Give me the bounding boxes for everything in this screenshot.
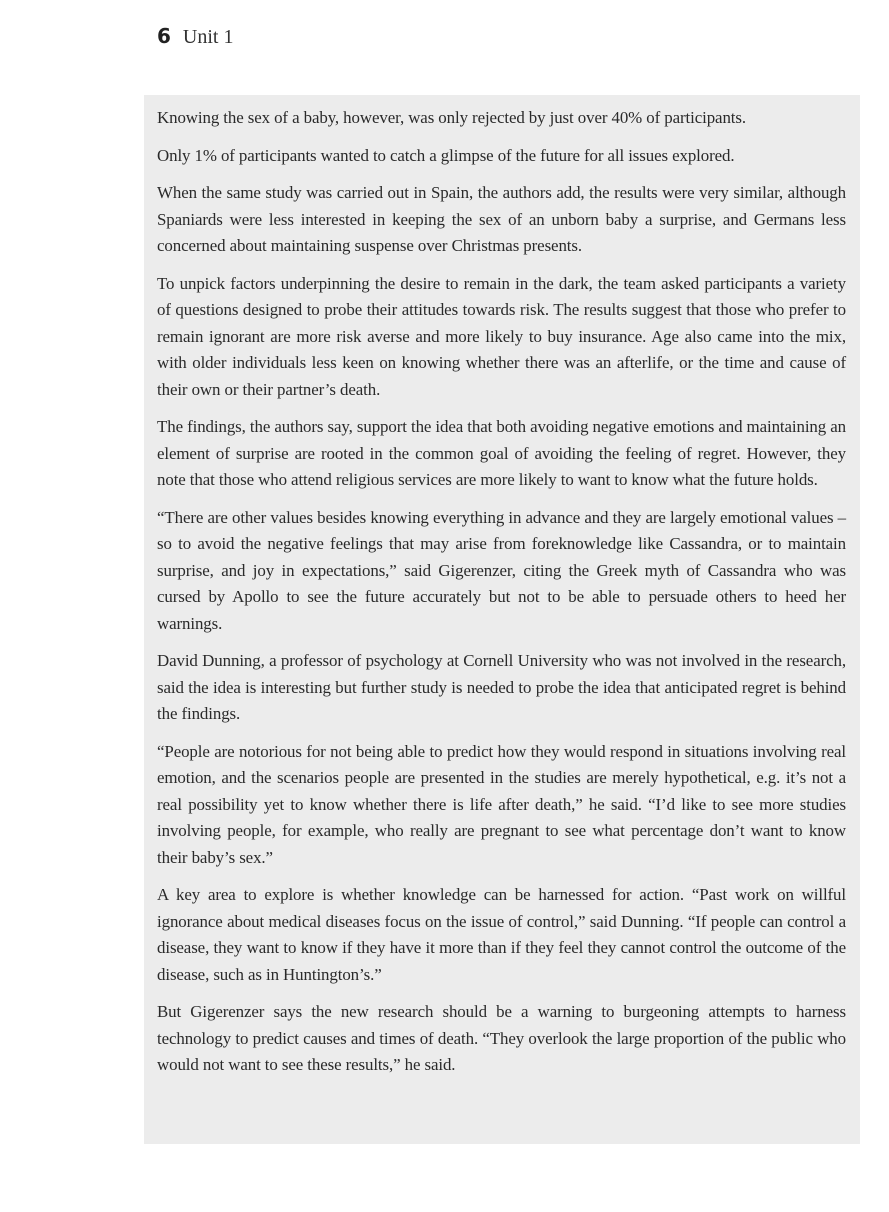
page-header xyxy=(157,24,233,49)
paragraph: When the same study was carried out in Spain, the authors add, the results were very similar, although Spaniards were less interested in keeping the sex of an unborn baby a surprise, and Germans less concerned about maintaining suspense over Christmas presents. xyxy=(157,183,846,255)
paragraph: But Gigerenzer says the new research should be a warning to burgeoning attempts to harness technology to predict causes and times of death. “They overlook the large proportion of the public who would not want to see these results,” he said. xyxy=(157,1002,846,1074)
paragraph: The findings, the authors say, support the idea that both avoiding negative emotions and maintaining an element of surprise are rooted in the common goal of avoiding the feeling of regret. However, they note that those who attend religious services are more likely to want to know what the future holds. xyxy=(157,417,846,489)
paragraph: Knowing the sex of a baby, however, was only rejected by just over 40% of participants. xyxy=(157,108,746,127)
page-number: 6 xyxy=(157,24,171,48)
unit-label: Unit 1 xyxy=(182,26,234,48)
paragraph: To unpick factors underpinning the desire to remain in the dark, the team asked participants a variety of questions designed to probe their attitudes towards risk. The results suggest that those who prefer to remain ignorant are more risk averse and more likely to buy insurance. Age also came into the mix, with older individuals less keen on knowing whether there was an afterlife, or the time and cause of their own or their partner’s death. xyxy=(157,273,846,399)
paragraph: “People are notorious for not being able to predict how they would respond in situations involving real emotion, and the scenarios people are presented in the studies are merely hypothetical, e.g. it’s not a real possibility yet to know whether there is life after death,” he said. “I’d like to see more studies involving people, for example, who really are pregnant to see what percentage don’t want to know their baby’s sex.” xyxy=(157,741,846,867)
paragraph: “There are other values besides knowing everything in advance and they are largely emotional values – so to avoid the negative feelings that may arise from foreknowledge like Cassandra, or to maintain surprise, and joy in expectations,” said Gigerenzer, citing the Greek myth of Cassandra who was cursed by Apollo to see the future accurately but not to be able to persuade others to heed her warnings. xyxy=(157,507,846,633)
paragraph: A key area to explore is whether knowledge can be harnessed for action. “Past work on willful ignorance about medical diseases focus on the issue of control,” said Dunning. “If people can control a disease, they want to know if they have it more than if they feel they cannot control the outcome of the disease, such as in Huntington’s.” xyxy=(157,885,846,984)
paragraph: David Dunning, a professor of psychology at Cornell University who was not involved in the research, said the idea is interesting but further study is needed to probe the idea that anticipated regret is behind the findings. xyxy=(157,651,846,723)
article-text-panel xyxy=(144,95,860,1144)
paragraph: Only 1% of participants wanted to catch a glimpse of the future for all issues explored. xyxy=(157,145,735,165)
